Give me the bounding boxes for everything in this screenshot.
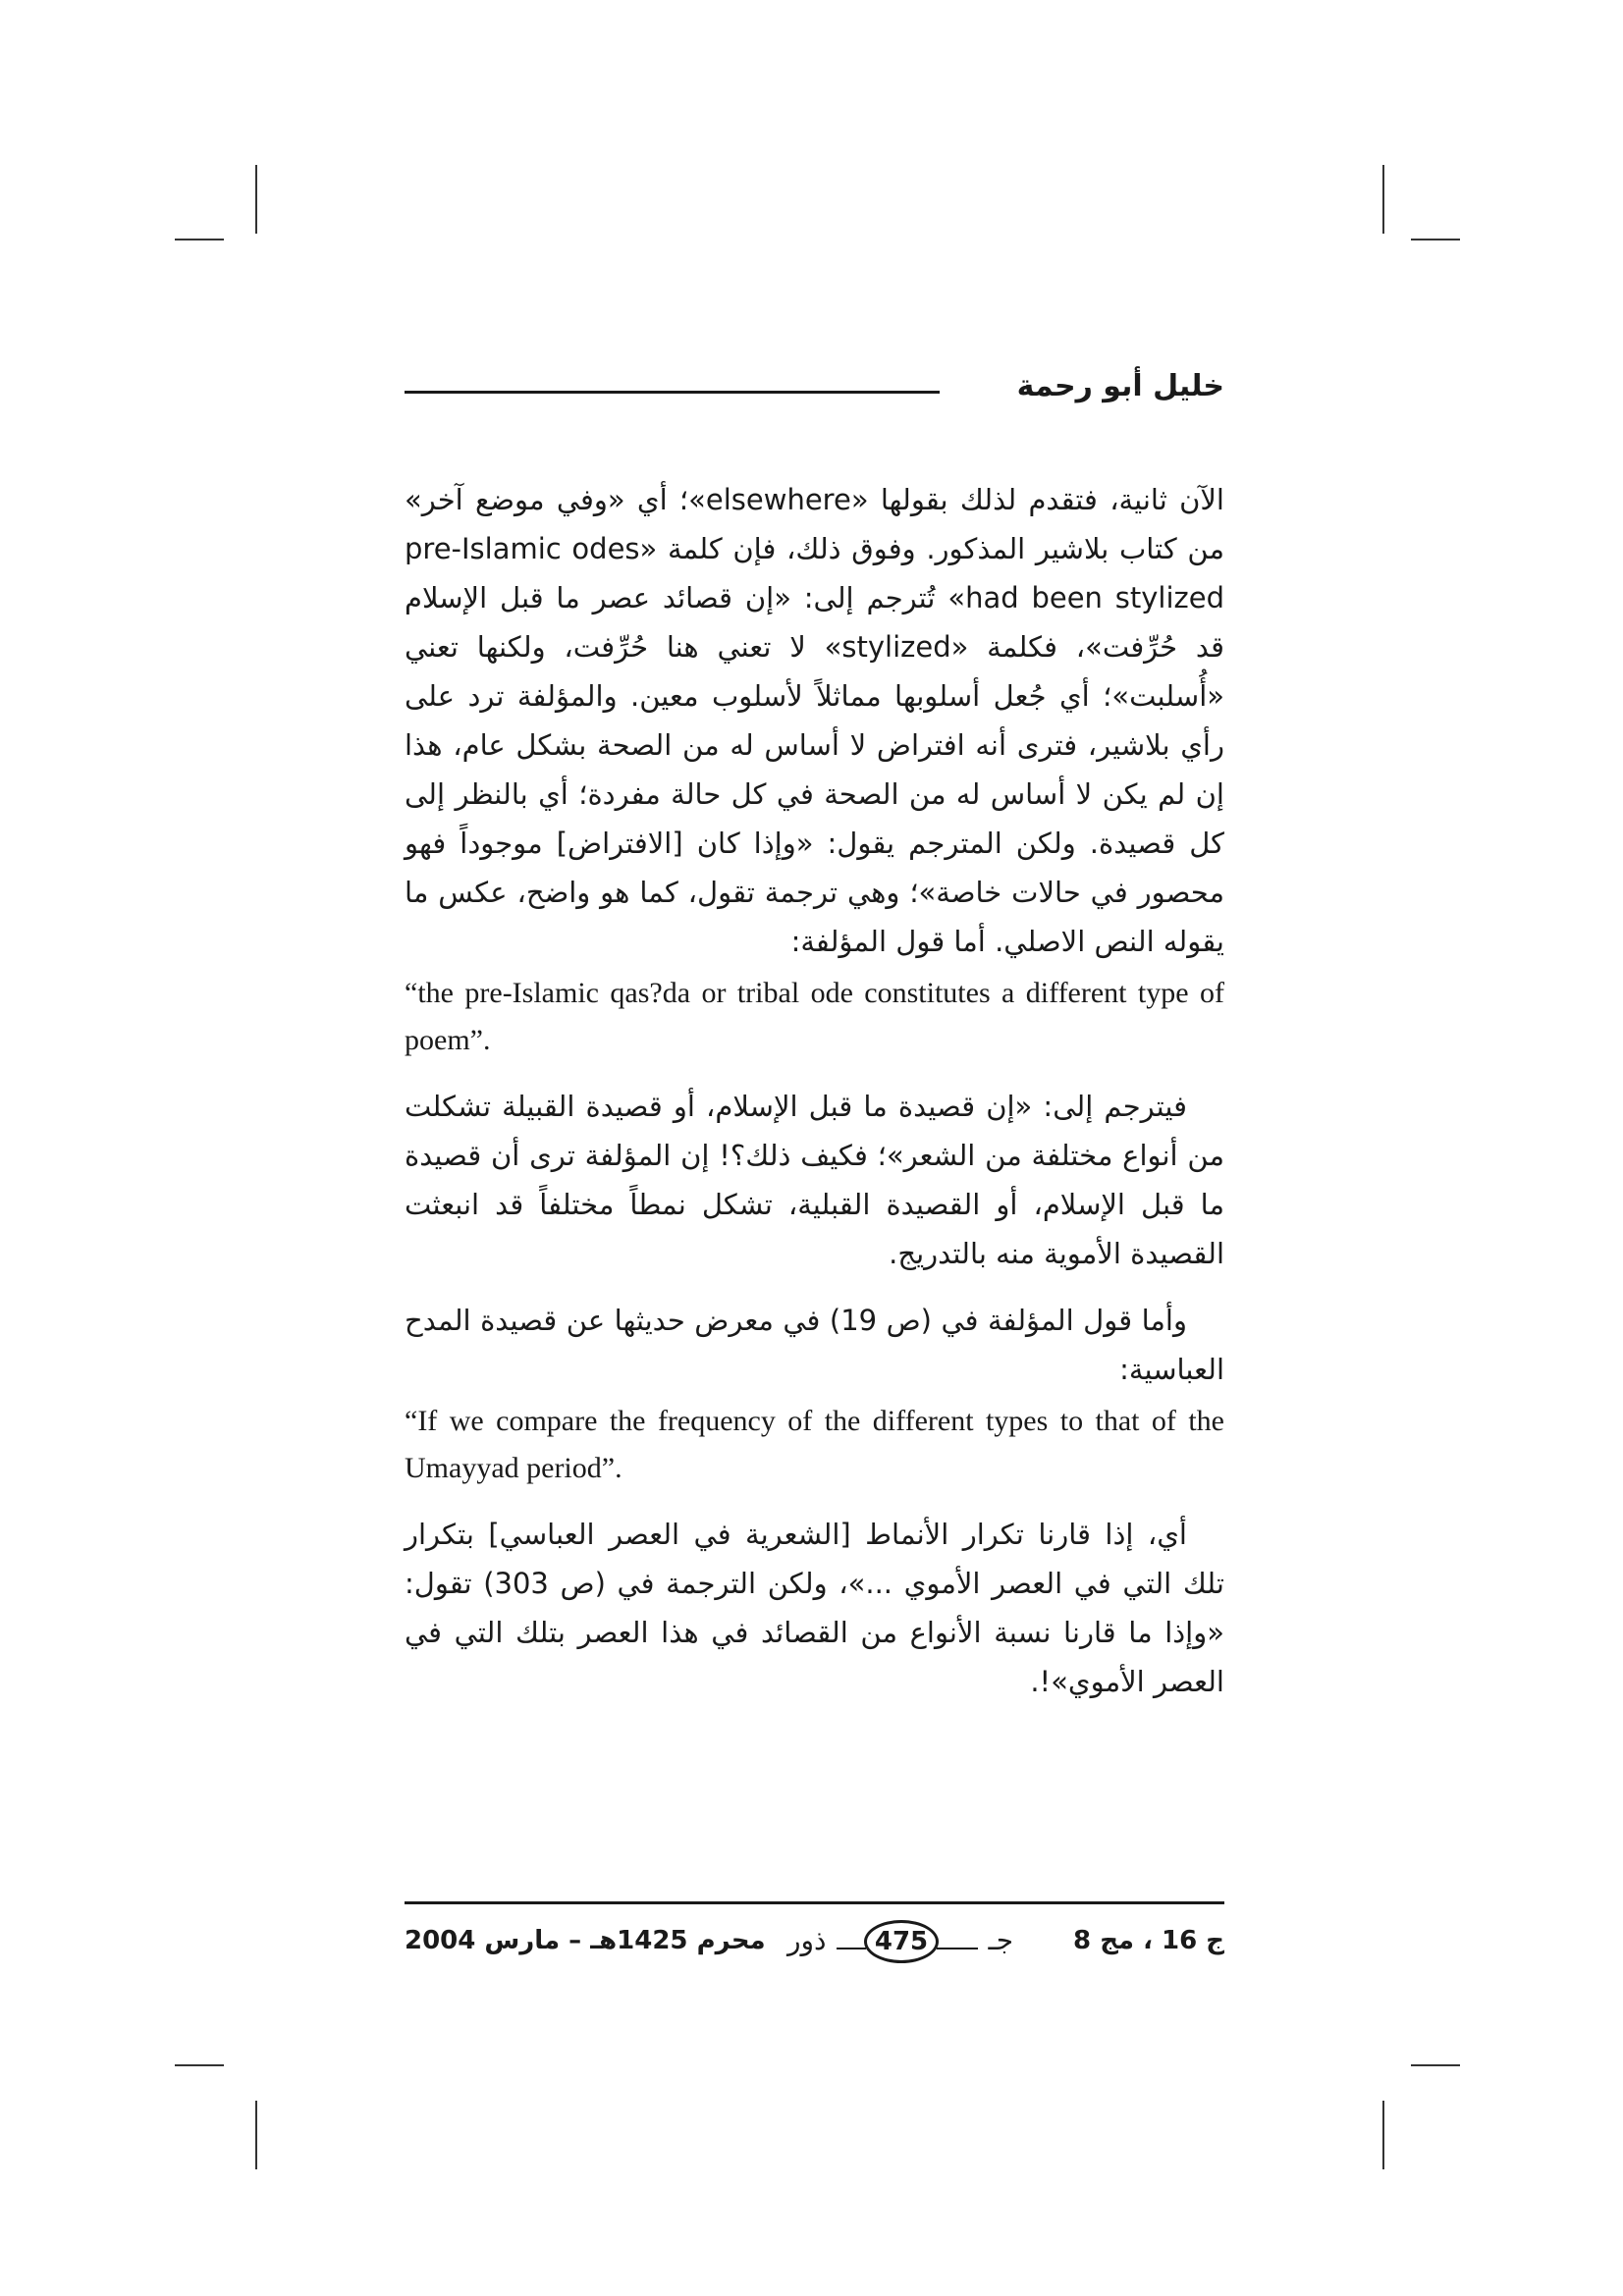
crop-mark-top-right — [1382, 165, 1384, 234]
paragraph-arabic: فيترجم إلى: «إن قصيدة ما قبل الإسلام، أو قصيدة القبيلة تشكلت من أنواع مختلفة من الشعر»؛ فكيف ذلك؟! إن المؤلفة ترى أن قصيدة ما قبل الإسلام، أو القصيدة القبلية، تشكل نمطاً مختلفاً قد انبعثت القصيدة الأموية منه بالتدريج. — [405, 1090, 1224, 1270]
logo-word-right: جـ — [988, 1924, 1013, 1956]
logo-line — [937, 1948, 978, 1949]
logo-line — [837, 1948, 866, 1949]
quote-english: “If we compare the frequency of the different types to that of the Umayyad period”. — [405, 1405, 1224, 1484]
paragraph-arabic: أي، إذا قارنا تكرار الأنماط [الشعرية في العصر العباسي] بتكرار تلك التي في العصر الأموي ...»، ولكن الترجمة في (ص 303) تقول: «وإذا ما قارنا نسبة الأنواع من القصائد في هذا العصر بتلك التي في العصر الأموي»!. — [405, 1518, 1224, 1698]
author-name: خليل أبو رحمة — [1016, 369, 1224, 403]
crop-mark-bottom-right — [1411, 2064, 1460, 2066]
header-rule — [405, 391, 940, 394]
page-content — [405, 361, 1224, 1706]
issue-date: محرم 1425هـ – مارس 2004 — [405, 1926, 766, 1955]
crop-mark-bottom-left — [255, 2101, 257, 2169]
issue-info: ج 16 ، مج 8 — [1073, 1926, 1224, 1955]
crop-mark-bottom-left — [175, 2064, 224, 2066]
page-footer — [405, 1901, 1224, 1977]
running-header — [405, 361, 1224, 420]
logo-word-left: ذور — [787, 1924, 827, 1956]
crop-mark-bottom-right — [1382, 2101, 1384, 2169]
crop-mark-top-right — [1411, 239, 1460, 240]
quote-english: “the pre-Islamic qas?da or tribal ode constitutes a different type of poem”. — [405, 977, 1224, 1056]
article-body — [405, 475, 1224, 1706]
paragraph-arabic: الآن ثانية، فتقدم لذلك بقولها «elsewhere»؛ أي «وفي موضع آخر» من كتاب بلاشير المذكور. وفوق ذلك، فإن كلمة «pre-Islamic odes had been stylized» تُترجم إلى: «إن قصائد عصر ما قبل الإسلام قد حُرِّفت»، فكلمة «stylized» لا تعني هنا حُرِّفت، ولكنها تعني «أُسلبت»؛ أي جُعل أسلوبها مماثلاً لأسلوب معين. والمؤلفة ترد على رأي بلاشير، فترى أنه افتراض لا أساس له من الصحة بشكل عام، هذا إن لم يكن لا أساس له من الصحة في كل حالة مفردة؛ أي بالنظر إلى كل قصيدة. ولكن المترجم يقول: «وإذا كان [الافتراض] موجوداً فهو محصور في حالات خاصة»؛ وهي ترجمة تقول، كما هو واضح، عكس ما يقوله النص الاصلي. أما قول المؤلفة: — [405, 483, 1224, 958]
footer-rule — [405, 1901, 1224, 1904]
crop-mark-top-left — [175, 239, 224, 240]
paragraph-arabic: وأما قول المؤلفة في (ص 19) في معرض حديثها عن قصيدة المدح العباسية: — [405, 1304, 1224, 1386]
crop-mark-top-left — [255, 165, 257, 234]
journal-logo — [787, 1918, 1013, 1967]
page-number: 475 — [864, 1920, 939, 1963]
